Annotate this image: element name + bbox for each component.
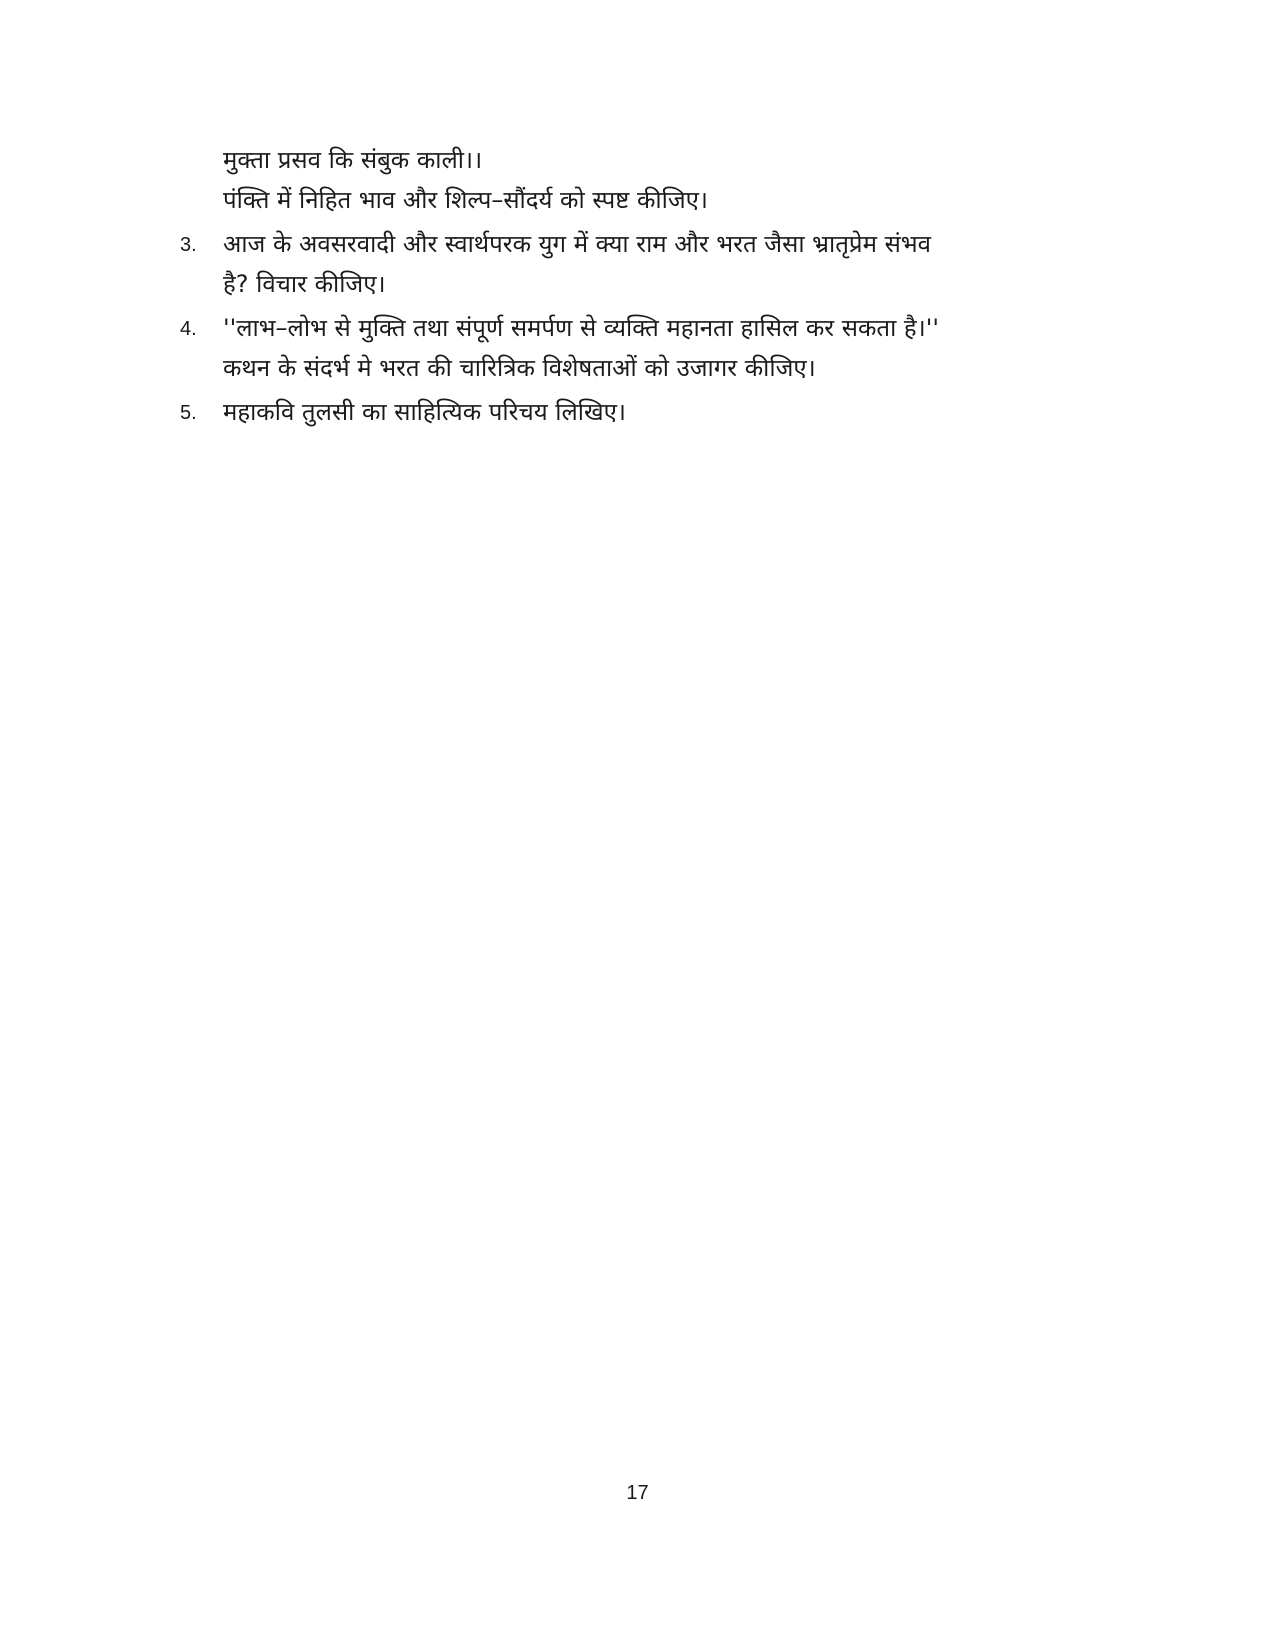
- question-text: [223, 224, 1080, 304]
- verse-continuation-line: मुक्ता प्रसव कि संबुक काली।।: [223, 146, 483, 174]
- question-item-5: [180, 392, 1080, 432]
- question-line: कथन के संदर्भ मे भरत की चारित्रिक विशेषताओं को उजागर कीजिए।: [223, 354, 816, 382]
- document-body: [180, 140, 1080, 432]
- question-number: 3.: [180, 234, 197, 256]
- question-line: आज के अवसरवादी और स्वार्थपरक युग में क्या राम और भरत जैसा भ्रातृप्रेम संभव: [223, 230, 932, 258]
- question-line: ''लाभ–लोभ से मुक्ति तथा संपूर्ण समर्पण से व्यक्ति महानता हासिल कर सकता है।'': [223, 314, 939, 342]
- question-line: महाकवि तुलसी का साहित्यिक परिचय लिखिए।: [223, 398, 626, 426]
- question-item-3: [180, 224, 1080, 304]
- question-number: 5.: [180, 402, 197, 424]
- question-number: 4.: [180, 318, 197, 340]
- question-text: [223, 308, 1080, 388]
- question-text: [223, 392, 1080, 432]
- question-item-4: [180, 308, 1080, 388]
- question-line: है? विचार कीजिए।: [223, 270, 386, 298]
- page-number: 17: [626, 1482, 649, 1504]
- question-instruction-line: पंक्ति में निहित भाव और शिल्प–सौंदर्य को स्पष्ट कीजिए।: [223, 186, 708, 214]
